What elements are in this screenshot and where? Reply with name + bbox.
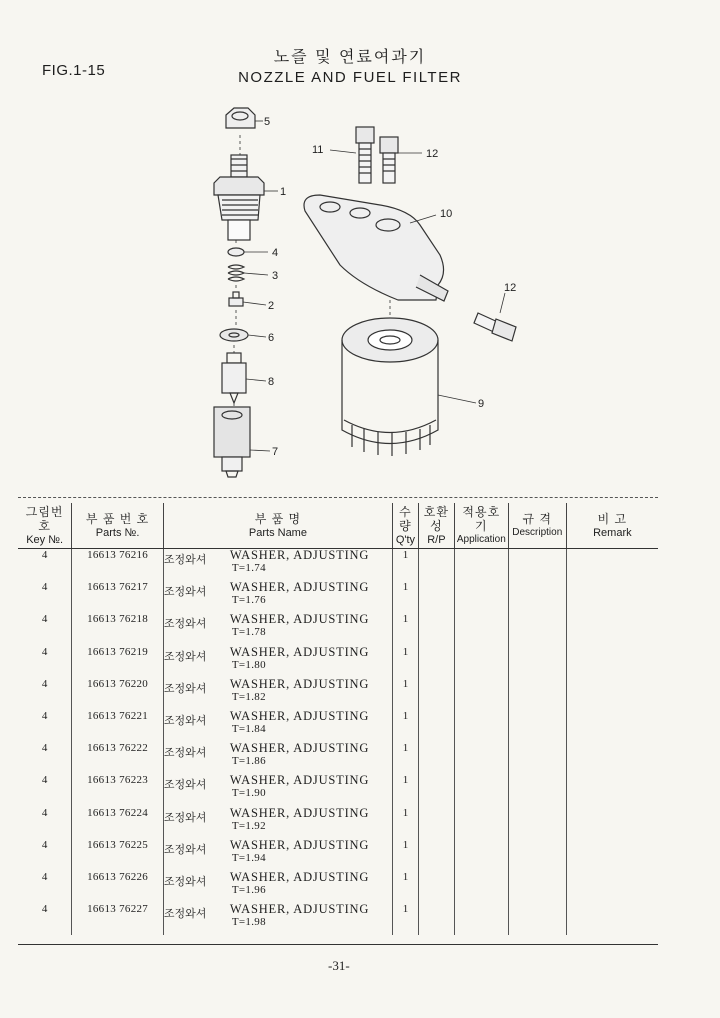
cell-rp [418,549,454,582]
cell-part-name [163,774,392,806]
cell-qty: 1 [392,871,418,903]
cell-application [454,710,508,742]
col-application: 적용호기 Application [454,503,508,549]
cell-application [454,774,508,806]
cell-remark [566,871,658,903]
cell-key: 4 [18,774,72,806]
part-name-en-text: WASHER, ADJUSTING [229,741,370,756]
cell-key: 4 [18,581,72,613]
part-7-nozzle-nut [214,407,250,477]
cell-description [508,807,566,839]
callout-8: 8 [268,376,275,388]
cell-qty: 1 [392,839,418,871]
cell-part-number: 16613 76225 [72,839,164,871]
cell-application [454,678,508,710]
table-row [18,613,658,645]
part-2-spring-seat [229,292,243,306]
part-10-filter-head [304,195,448,301]
cell-part-number: 16613 76220 [72,678,164,710]
part-spec: T=1.74 [231,562,266,574]
part-3-spring [228,265,244,281]
cell-remark [566,903,658,935]
title-english: NOZZLE AND FUEL FILTER [238,69,462,86]
cell-remark [566,646,658,678]
cell-remark [566,678,658,710]
part-name-korean: 조정와셔 [163,843,207,856]
cell-key: 4 [18,839,72,871]
callout-12-top: 12 [426,148,439,160]
part-name-english [230,903,369,929]
cell-qty: 1 [392,613,418,645]
cell-part-number: 16613 76227 [72,903,164,935]
part-5-nut [226,108,255,128]
callout-1: 1 [280,186,287,198]
part-name-en-text: WASHER, ADJUSTING [229,676,370,691]
cell-remark [566,710,658,742]
cell-application [454,581,508,613]
cell-rp [418,839,454,871]
cell-qty: 1 [392,742,418,774]
table-row [18,710,658,742]
cell-description [508,774,566,806]
part-name-en-text: WASHER, ADJUSTING [229,869,370,884]
cell-description [508,581,566,613]
part-name-english [230,646,369,672]
callout-12-side: 12 [504,282,517,294]
part-name-korean: 조정와셔 [163,908,207,921]
part-name-korean: 조정와셔 [163,714,207,727]
part-spec: T=1.90 [231,787,266,800]
part-name-english [230,549,369,575]
cell-description [508,903,566,935]
callout-6: 6 [268,332,275,344]
part-name-en-text: WASHER, ADJUSTING [229,773,370,788]
cell-qty: 1 [392,774,418,806]
page-number: -31- [328,958,350,973]
title-korean: 노즐 및 연료여과기 [273,49,427,66]
part-6-distance-piece [220,329,248,341]
cell-description [508,742,566,774]
col-qty: 수량 Q'ty [392,503,418,549]
part-spec: T=1.92 [231,819,266,832]
cell-remark [566,807,658,839]
col-key: 그림번호 Key №. [18,503,72,549]
part-12-bolt-top [380,137,398,183]
cell-part-number: 16613 76224 [72,807,164,839]
cell-rp [418,903,454,935]
callout-9: 9 [478,398,485,410]
cell-rp [418,678,454,710]
cell-remark [566,774,658,806]
part-spec: T=1.86 [231,755,266,768]
cell-description [508,646,566,678]
cell-remark [566,613,658,645]
table-row [18,871,658,903]
part-name-korean: 조정와셔 [163,682,207,695]
cell-description [508,710,566,742]
cell-key: 4 [18,646,72,678]
parts-table [18,503,658,935]
cell-qty: 1 [392,646,418,678]
cell-description [508,678,566,710]
cell-application [454,742,508,774]
cell-rp [418,646,454,678]
part-4-washer [228,248,244,256]
cell-part-number: 16613 76216 [72,549,164,582]
cell-rp [418,613,454,645]
part-name-english [230,678,369,704]
part-name-korean: 조정와셔 [163,779,207,792]
cell-description [508,871,566,903]
cell-qty: 1 [392,903,418,935]
part-spec: T=1.96 [231,883,266,896]
cell-application [454,613,508,645]
cell-part-number: 16613 76221 [72,710,164,742]
part-name-en-text: WASHER, ADJUSTING [229,837,370,852]
part-name-english [230,710,369,736]
part-name-en-text: WASHER, ADJUSTING [229,580,370,595]
figure-label: FIG.1-15 [42,62,106,79]
part-name-korean: 조정와셔 [163,650,207,663]
cell-rp [418,774,454,806]
cell-rp [418,807,454,839]
part-name-english [230,839,369,865]
cell-key: 4 [18,807,72,839]
part-name-korean: 조정와셔 [163,747,207,760]
callout-5: 5 [264,116,271,128]
part-name-english [230,807,369,833]
callout-3: 3 [272,270,279,282]
cell-remark [566,839,658,871]
table-row [18,807,658,839]
cell-application [454,839,508,871]
exploded-parts-diagram [0,95,720,495]
callout-11: 11 [312,144,324,156]
table-row [18,646,658,678]
cell-key: 4 [18,710,72,742]
cell-part-name [163,807,392,839]
part-name-en-text: WASHER, ADJUSTING [229,644,370,659]
cell-rp [418,710,454,742]
part-name-en-text: WASHER, ADJUSTING [229,708,370,723]
cell-application [454,646,508,678]
cell-application [454,807,508,839]
table-row [18,774,658,806]
cell-part-name [163,549,392,582]
cell-qty: 1 [392,807,418,839]
cell-remark [566,549,658,582]
table-header-row [18,503,658,549]
part-name-korean: 조정와셔 [163,875,207,888]
callout-4: 4 [272,247,279,259]
part-9-filter-cartridge [342,318,438,456]
col-description: 규 격 Description [508,503,566,549]
part-name-english [230,871,369,897]
cell-part-number: 16613 76223 [72,774,164,806]
part-spec: T=1.80 [231,658,266,671]
col-parts-name: 부 품 명 Parts Name [163,503,392,549]
cell-description [508,839,566,871]
cell-part-name [163,710,392,742]
part-name-korean: 조정와셔 [163,618,207,631]
cell-part-number: 16613 76218 [72,613,164,645]
cell-qty: 1 [392,549,418,582]
cell-key: 4 [18,613,72,645]
table-top-rule [18,497,658,498]
part-12-bolt-side [474,313,516,341]
table-row [18,839,658,871]
part-name-korean: 조정와셔 [163,811,207,824]
part-spec: T=1.98 [231,916,266,929]
part-1-nozzle-holder [214,155,264,240]
cell-key: 4 [18,871,72,903]
table-row [18,742,658,774]
part-name-korean: 조정와셔 [163,554,207,566]
part-spec: T=1.76 [231,594,266,607]
cell-qty: 1 [392,710,418,742]
callout-7: 7 [272,446,279,458]
page-title [230,44,470,86]
cell-rp [418,871,454,903]
cell-remark [566,742,658,774]
cell-qty: 1 [392,678,418,710]
part-spec: T=1.94 [231,851,266,864]
col-remark: 비 고 Remark [566,503,658,549]
cell-part-name [163,839,392,871]
part-name-english [230,613,369,639]
cell-application [454,871,508,903]
cell-part-number: 16613 76226 [72,871,164,903]
cell-key: 4 [18,903,72,935]
cell-rp [418,742,454,774]
cell-remark [566,581,658,613]
part-name-en-text: WASHER, ADJUSTING [229,902,370,917]
cell-part-name [163,646,392,678]
cell-description [508,549,566,582]
cell-part-name [163,871,392,903]
part-name-korean: 조정와셔 [163,586,207,599]
table-row [18,581,658,613]
part-name-english [230,742,369,768]
cell-part-name [163,613,392,645]
cell-qty: 1 [392,581,418,613]
cell-key: 4 [18,742,72,774]
part-spec: T=1.82 [231,690,266,703]
cell-part-number: 16613 76217 [72,581,164,613]
col-rp: 호환성 R/P [418,503,454,549]
col-parts-no: 부 품 번 호 Parts №. [72,503,164,549]
cell-key: 4 [18,678,72,710]
cell-description [508,613,566,645]
cell-part-name [163,581,392,613]
cell-part-name [163,678,392,710]
table-row [18,549,658,582]
callout-10: 10 [440,208,453,220]
part-name-english [230,774,369,800]
part-spec: T=1.84 [231,722,266,735]
cell-application [454,549,508,582]
table-row [18,678,658,710]
cell-part-name [163,903,392,935]
cell-part-name [163,742,392,774]
cell-rp [418,581,454,613]
cell-application [454,903,508,935]
table-bottom-rule [18,944,658,945]
part-spec: T=1.78 [231,626,266,639]
cell-key: 4 [18,549,72,582]
part-name-en-text: WASHER, ADJUSTING [229,548,370,562]
part-name-en-text: WASHER, ADJUSTING [229,805,370,820]
part-8-nozzle [222,353,246,403]
part-name-en-text: WASHER, ADJUSTING [229,612,370,627]
callout-2: 2 [268,300,275,312]
cell-part-number: 16613 76222 [72,742,164,774]
table-row [18,903,658,935]
part-name-english [230,581,369,607]
cell-part-number: 16613 76219 [72,646,164,678]
part-11-bolt [356,127,374,183]
